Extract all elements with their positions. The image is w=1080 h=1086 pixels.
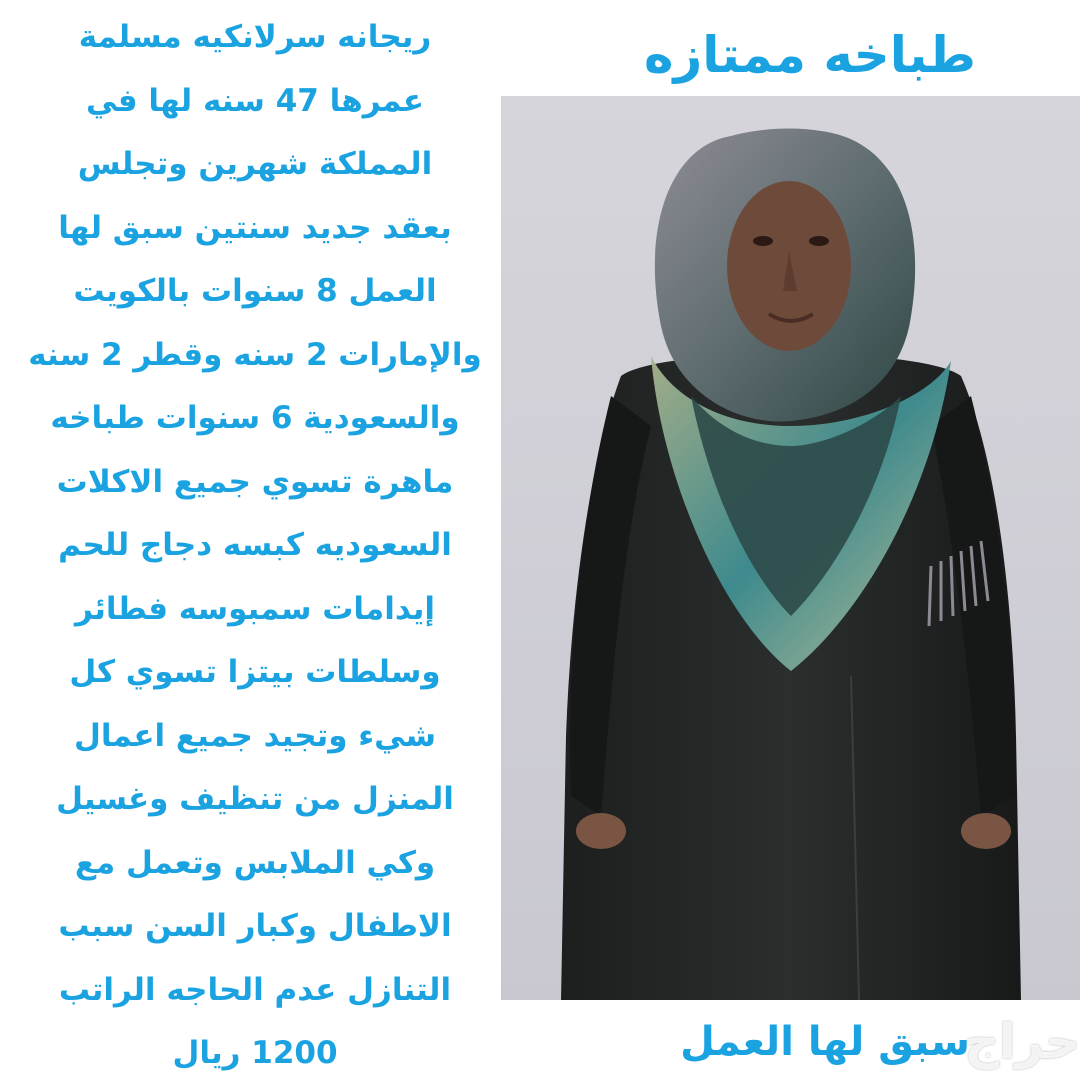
ad-title: طباخه ممتازه xyxy=(643,26,976,84)
description-line: التنازل عدم الحاجه الراتب xyxy=(58,971,452,1008)
description-line: المملكة شهرين وتجلس xyxy=(77,146,433,182)
description-line: بعقد جديد سنتين سبق لها xyxy=(58,209,452,246)
description-line: السعوديه كبسه دجاج للحم xyxy=(58,527,452,563)
ad-description xyxy=(10,6,500,1086)
description-line: شيء وتجيد جميع اعمال xyxy=(74,717,436,754)
description-line: وسلطات بيتزا تسوي كل xyxy=(69,654,441,690)
description-line: الاطفال وكبار السن سبب xyxy=(58,908,452,944)
description-line: العمل 8 سنوات بالكويت xyxy=(73,273,437,309)
description-line: 1200 ريال xyxy=(172,1035,338,1071)
description-line: عمرها 47 سنه لها في xyxy=(85,82,425,119)
worker-photo xyxy=(501,96,1080,1000)
description-line: ريجانه سرلانكيه مسلمة xyxy=(78,19,432,55)
description-line: والإمارات 2 سنه وقطر 2 سنه xyxy=(28,336,482,373)
site-watermark: حراج xyxy=(964,1014,1080,1070)
description-line: ماهرة تسوي جميع الاكلات xyxy=(56,463,454,500)
worker-figure-illustration xyxy=(501,96,1080,1000)
description-line: إيدامات سمبوسه فطائر xyxy=(74,590,436,627)
description-line: المنزل من تنظيف وغسيل xyxy=(56,781,454,817)
description-line: وكي الملابس وتعمل مع xyxy=(74,844,436,881)
experience-caption: سبق لها العمل xyxy=(680,1019,970,1065)
description-line: والسعودية 6 سنوات طباخه xyxy=(50,400,460,436)
